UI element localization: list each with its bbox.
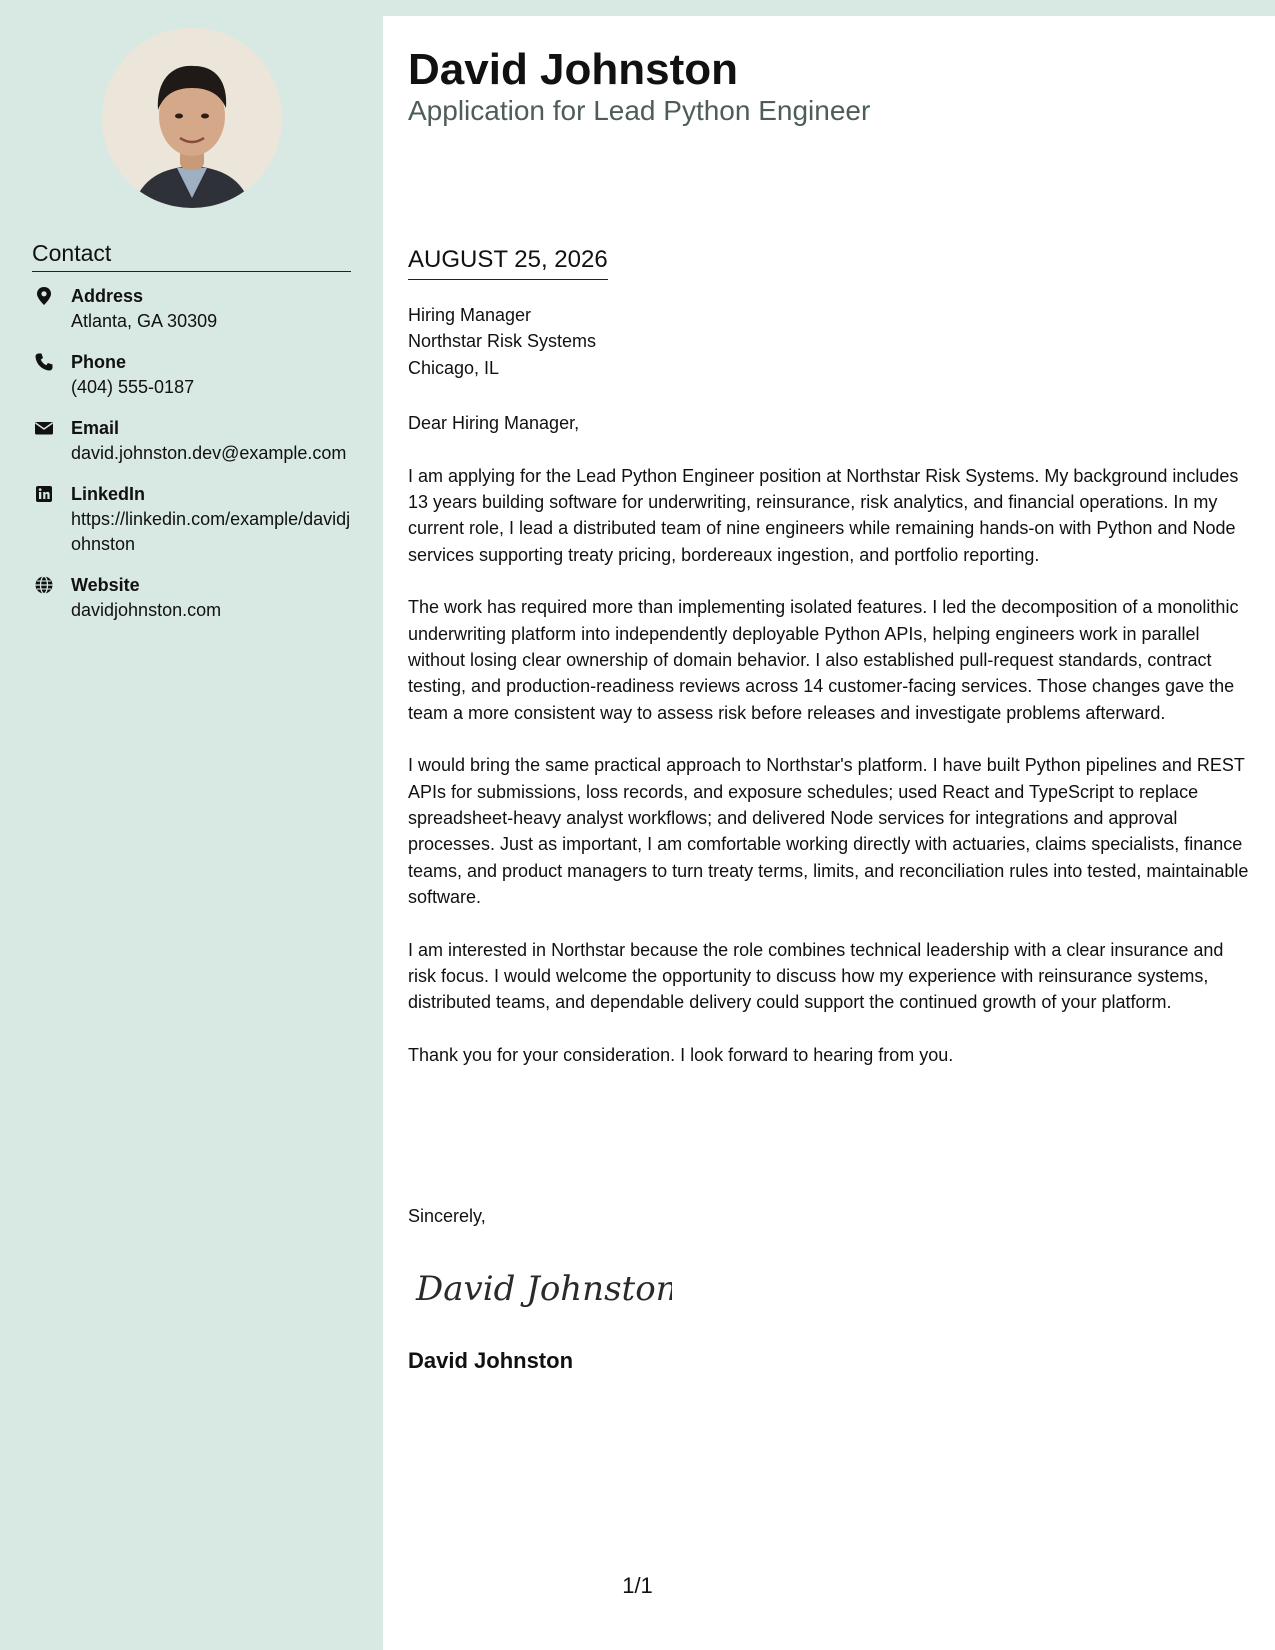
sidebar (0, 0, 383, 1650)
application-subtitle: Application for Lead Python Engineer (408, 95, 871, 126)
salutation: Dear Hiring Manager, (408, 413, 580, 433)
contact-email (32, 416, 352, 466)
letter-paragraph: I would bring the same practical approach to Northstar's platform. I have built Python pipelines and REST APIs for submissions, loss records, and exposure schedules; used React and TypeScript to replace spreadsheet-heavy analyst workflows; and delivered Node services for integrations and approval processes. Just as important, I am comfortable working directly with actuaries, claims specialists, finance teams, and product managers to turn treaty terms, limits, and reconciliation rules into tested, maintainable software. (408, 755, 1249, 907)
handwritten-signature (412, 1258, 672, 1323)
letter-date: AUGUST 25, 2026 (408, 243, 608, 280)
recipient-line: Northstar Risk Systems (408, 331, 597, 352)
contact-heading: Contact (32, 240, 351, 272)
contact-value[interactable]: davidjohnston.com (71, 600, 222, 620)
signer-name: David Johnston (408, 1348, 574, 1373)
envelope-icon (34, 418, 54, 438)
page-number: 1/1 (622, 1573, 653, 1598)
contact-linkedin (32, 482, 352, 557)
map-pin-icon (34, 286, 54, 306)
contact-value: Atlanta, GA 30309 (71, 311, 218, 331)
applicant-name: David Johnston (408, 45, 739, 94)
letter-paragraph: The work has required more than implementing isolated features. I led the decomposition of a monolithic underwriting platform into independently deployable Python APIs, helping engineers work in parallel without losing clear ownership of domain behavior. I also established pull-request standards, contract testing, and production-readiness reviews across 14 customer-facing services. Those changes gave the team a more consistent way to assess risk before releases and investigate problems afterward. (408, 597, 1239, 723)
letter-body (408, 410, 1250, 1095)
profile-photo (102, 28, 282, 208)
globe-icon (34, 575, 54, 595)
contact-value: (404) 555-0187 (71, 377, 195, 397)
signature-text: David Johnston (416, 1269, 672, 1309)
linkedin-icon (34, 484, 54, 504)
contact-label: Email (71, 418, 120, 438)
letter-paragraph: I am applying for the Lead Python Engineer position at Northstar Risk Systems. My background includes 13 years building software for underwriting, reinsurance, risk analytics, and financial operations. In my current role, I lead a distributed team of nine engineers while remaining hands-on with Python and Node services supporting treaty pricing, bordereaux ingestion, and portfolio reporting. (408, 465, 1239, 565)
contact-phone (32, 350, 352, 400)
recipient-block (408, 302, 596, 381)
recipient-line: Chicago, IL (408, 357, 500, 378)
letter-closing: Sincerely, (408, 1206, 486, 1226)
contact-website (32, 573, 352, 623)
contact-label: Website (71, 575, 140, 595)
contact-label: Phone (71, 352, 127, 372)
contact-value[interactable]: https://linkedin.com/example/davidjohnston (71, 509, 351, 554)
contact-list (32, 284, 352, 639)
contact-label: LinkedIn (71, 484, 146, 504)
letter-paragraph: Thank you for your consideration. I look forward to hearing from you. (408, 1045, 954, 1066)
phone-icon (34, 352, 54, 372)
contact-value: david.johnston.dev@example.com (71, 443, 347, 463)
contact-label: Address (71, 286, 144, 306)
recipient-line: Hiring Manager (408, 305, 532, 325)
letter-paragraph: I am interested in Northstar because the role combines technical leadership with a clear insurance and risk focus. I would welcome the opportunity to discuss how my experience with reinsurance systems, distributed teams, and dependable delivery could support the continued growth of your platform. (408, 939, 1224, 1013)
contact-address (32, 284, 352, 334)
